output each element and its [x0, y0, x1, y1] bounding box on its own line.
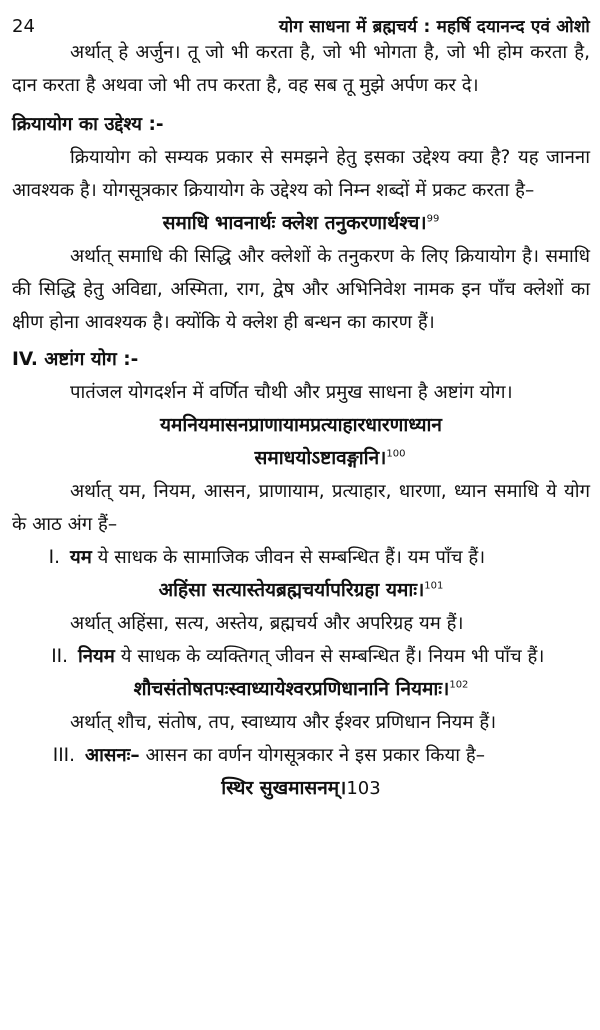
list-term: आसनः– — [85, 745, 140, 766]
sutra-text: स्थिर सुखमासनम्। — [221, 777, 347, 799]
sutra-verse-103 — [12, 772, 590, 805]
section-heading-kriyayog: क्रियायोग का उद्देश्य :- — [12, 114, 164, 135]
sutra-verse-100-line2 — [12, 442, 590, 475]
sutra-text: समाधयोऽष्टावङ्गानि। — [254, 447, 387, 469]
sutra-verse-102 — [12, 673, 590, 706]
page-number: 24 — [12, 16, 35, 37]
sutra-text: समाधि भावनार्थः क्लेश तनुकरणार्थश्च। — [162, 212, 427, 234]
list-number: I. — [48, 547, 60, 568]
footnote-ref: 101 — [424, 580, 444, 592]
page-header — [12, 0, 590, 37]
footnote-ref: 100 — [386, 448, 406, 460]
footnote-ref: 99 — [426, 213, 440, 225]
list-text: आसन का वर्णन योगसूत्रकार ने इस प्रकार किया है– — [139, 745, 485, 766]
paragraph-ashtang-intro: पातंजल योगदर्शन में वर्णित चौथी और प्रमुख साधना है अष्टांग योग। — [70, 382, 513, 403]
paragraph-arjuna: अर्थात् हे अर्जुन। तू जो भी करता है, जो भी भोगता है, जो भी होम करता है, दान करता है अथवा जो भी तप करता है, वह सब तू मुझे अर्पण कर दे। — [12, 42, 590, 96]
list-text: ये साधक के सामाजिक जीवन से सम्बन्धित हैं। यम पाँच हैं। — [91, 547, 486, 568]
list-text: ये साधक के व्यक्तिगत् जीवन से सम्बन्धित हैं। नियम भी पाँच हैं। — [114, 646, 545, 667]
running-title: योग साधना में ब्रह्मचर्य : महर्षि दयानन्द एवं ओशो — [278, 17, 590, 37]
sutra-verse-100-line1: यमनियमासनप्राणायामप्रत्याहारधारणाध्यान — [160, 414, 442, 436]
section-heading-ashtang: IV. अष्टांग योग :- — [12, 349, 139, 370]
list-term: नियम — [78, 646, 115, 667]
list-item-yam — [12, 541, 590, 574]
sutra-text: शौचसंतोषतपःस्वाध्यायेश्वरप्रणिधानानि नियमाः। — [133, 678, 450, 700]
list-item-niyam — [12, 640, 590, 673]
paragraph-niyam-meaning: अर्थात् शौच, संतोष, तप, स्वाध्याय और ईश्वर प्रणिधान नियम हैं। — [70, 712, 497, 733]
list-term: यम — [70, 547, 92, 568]
footnote-ref: 103 — [346, 778, 381, 799]
paragraph-eight-limbs: अर्थात् यम, नियम, आसन, प्राणायाम, प्रत्याहार, धारणा, ध्यान समाधि ये योग के आठ अंग हैं– — [12, 481, 590, 535]
paragraph-kriyayog-intro: क्रियायोग को सम्यक प्रकार से समझने हेतु इसका उद्देश्य क्या है? यह जानना आवश्यक है। योगसूत्रकार क्रियायोग के उद्देश्य को निम्न शब्दों में प्रकट करता है– — [12, 147, 590, 201]
sutra-text: अहिंसा सत्यास्तेयब्रह्मचर्यापरिग्रहा यमाः। — [158, 579, 425, 601]
list-item-asan — [12, 739, 590, 772]
paragraph-kriyayog-meaning: अर्थात् समाधि की सिद्धि और क्लेशों के तनुकरण के लिए क्रियायोग है। समाधि की सिद्धि हेतु अविद्या, अस्मिता, राग, द्वेष और अभिनिवेश नामक इन पाँच क्लेशों का क्षीण होना आवश्यक है। क्योंकि ये क्लेश ही बन्धन का कारण हैं। — [12, 246, 590, 333]
list-number: II. — [51, 646, 68, 667]
sutra-verse-99 — [12, 207, 590, 240]
paragraph-yam-meaning: अर्थात् अहिंसा, सत्य, अस्तेय, ब्रह्मचर्य और अपरिग्रह यम हैं। — [70, 613, 464, 634]
list-number: III. — [52, 745, 75, 766]
sutra-verse-101 — [12, 574, 590, 607]
footnote-ref: 102 — [449, 679, 469, 691]
